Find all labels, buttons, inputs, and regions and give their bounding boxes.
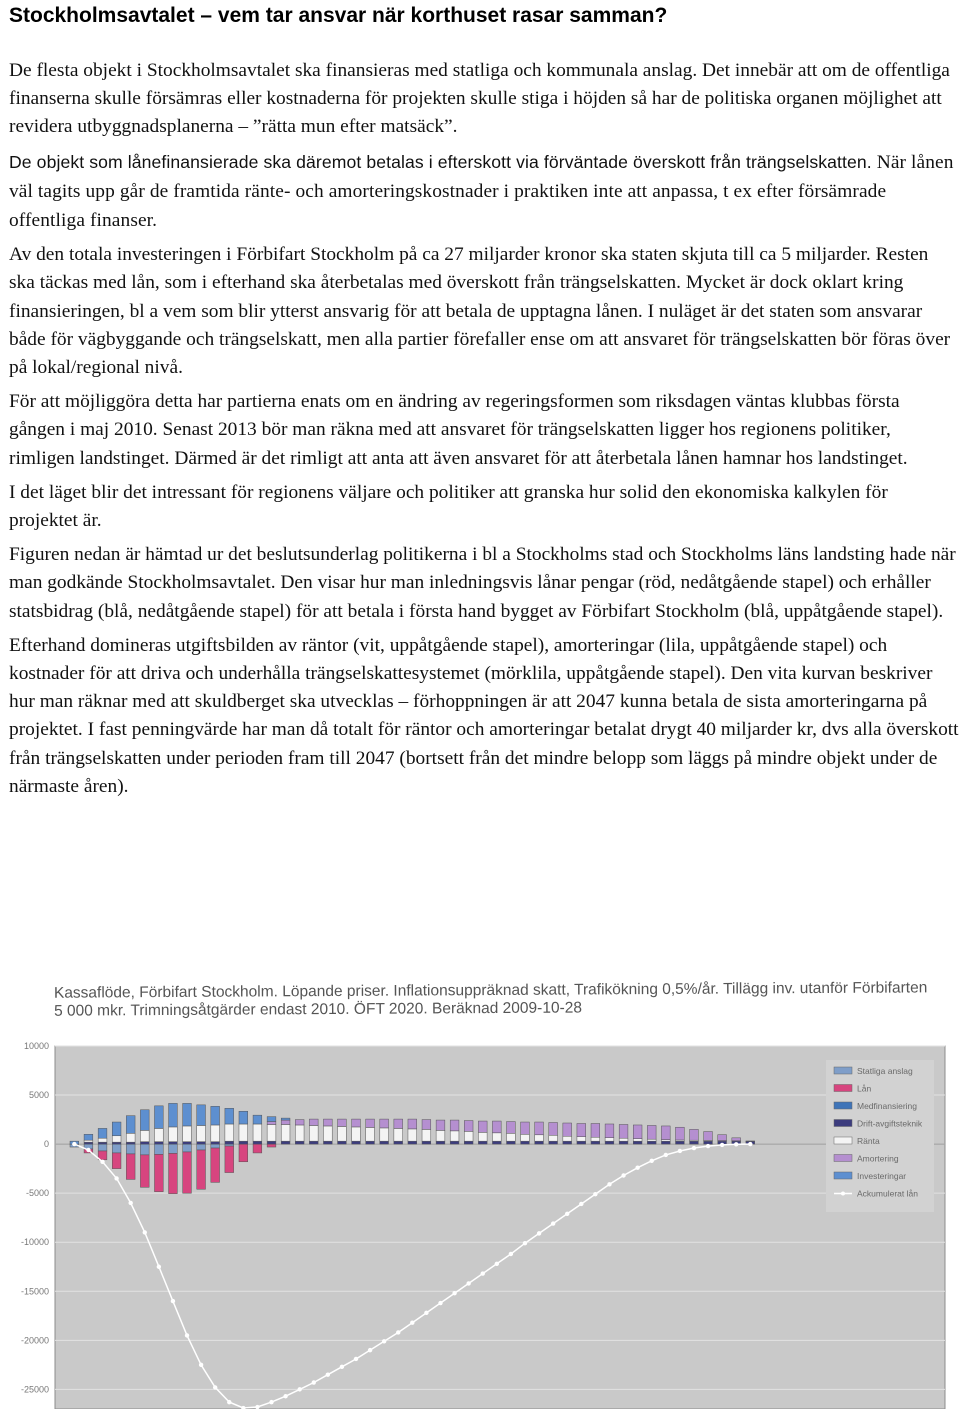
accumulated-loan-point <box>495 1262 499 1266</box>
accumulated-loan-point <box>396 1330 400 1334</box>
bar <box>521 1134 530 1141</box>
bar <box>197 1142 206 1144</box>
bar <box>704 1132 713 1141</box>
accumulated-loan-point <box>340 1365 344 1369</box>
bar <box>253 1115 262 1124</box>
accumulated-loan-point <box>171 1299 175 1303</box>
bar <box>577 1141 586 1144</box>
bar <box>169 1127 178 1142</box>
accumulated-loan-point <box>354 1357 358 1361</box>
legend-label: Ackumulerat lån <box>857 1188 918 1199</box>
bar <box>239 1144 248 1162</box>
bar <box>197 1144 206 1150</box>
bar <box>746 1141 755 1142</box>
cashflow-chart <box>0 968 960 1409</box>
accumulated-loan-point <box>720 1143 724 1147</box>
bar <box>422 1120 431 1130</box>
bar <box>183 1144 192 1152</box>
bar <box>366 1127 375 1141</box>
bar <box>633 1125 642 1139</box>
bar <box>676 1141 685 1144</box>
accumulated-loan-point <box>297 1387 301 1391</box>
bar <box>225 1146 234 1172</box>
bar <box>535 1135 544 1141</box>
bar <box>112 1142 121 1144</box>
accumulated-loan-point <box>734 1142 738 1146</box>
bar <box>492 1133 501 1141</box>
bar <box>183 1103 192 1126</box>
bar <box>492 1141 501 1144</box>
bar <box>718 1135 727 1141</box>
bar <box>323 1141 332 1144</box>
bar <box>323 1126 332 1141</box>
bar <box>281 1118 290 1120</box>
bar <box>492 1121 501 1133</box>
bar <box>549 1123 558 1136</box>
paragraph-7: Efterhand domineras utgiftsbilden av räntor (vit, uppåtgående stapel), amorteringar (lila, uppåtgående stapel) och kostnader för att driva och underhålla trängselskattesystemet (mörklila, uppåtgående stapel). Den vita kurvan beskriver hur man räknar med att skuldberget ska utvecklas – förhoppningen är att 2047 kunna betala de sista amorteringarna på projektet. I fast penningvärde har man då totalt för räntor och amorteringar betalat drygt 40 miljarder kr, dvs alla överskott från trängselskatten under perioden fram till 2047 (bortsett från det mindre belopp som läggs på mindre objekt under de närmaste åren). <box>9 634 959 797</box>
bar <box>690 1129 699 1140</box>
bar <box>732 1138 741 1141</box>
bar <box>436 1120 445 1130</box>
bar <box>295 1141 304 1144</box>
accumulated-loan-point <box>748 1142 752 1146</box>
legend-label: Lån <box>857 1083 872 1094</box>
bar <box>140 1130 149 1141</box>
bar <box>253 1144 262 1153</box>
y-tick-label: 5000 <box>28 1090 49 1101</box>
bar <box>183 1126 192 1142</box>
bar <box>253 1124 262 1141</box>
accumulated-loan-point <box>143 1230 147 1234</box>
y-tick-label: -10000 <box>20 1237 49 1248</box>
bar <box>154 1154 163 1191</box>
accumulated-loan-point <box>650 1159 654 1163</box>
bar <box>436 1141 445 1144</box>
accumulated-loan-point <box>86 1148 90 1152</box>
bar <box>211 1142 220 1144</box>
bar <box>84 1140 93 1142</box>
bar <box>535 1122 544 1135</box>
bar <box>169 1142 178 1144</box>
accumulated-loan-point <box>523 1241 527 1245</box>
accumulated-loan-point <box>621 1173 625 1177</box>
bar <box>619 1124 628 1138</box>
bar <box>267 1117 276 1122</box>
bar <box>154 1128 163 1141</box>
bar <box>140 1142 149 1144</box>
bar <box>563 1141 572 1144</box>
bar <box>112 1153 121 1169</box>
legend-swatch <box>834 1155 852 1162</box>
page-title: Stockholmsavtalet – vem tar ansvar när korthuset rasar samman? <box>9 4 668 27</box>
accumulated-loan-point <box>312 1380 316 1384</box>
bar <box>507 1133 516 1141</box>
bar <box>126 1133 135 1142</box>
bar <box>352 1119 361 1127</box>
paragraph-2-lead: De objekt som lånefinansierade ska däremot betalas i efterskott via förväntade överskott från trängselskatten. <box>9 151 872 172</box>
accumulated-loan-point <box>593 1192 597 1196</box>
accumulated-loan-point <box>452 1291 456 1295</box>
bar <box>605 1124 614 1138</box>
bar <box>112 1122 121 1136</box>
bar <box>563 1136 572 1141</box>
bar <box>619 1138 628 1141</box>
bar <box>98 1138 107 1142</box>
bar <box>338 1119 347 1126</box>
bar <box>352 1141 361 1144</box>
bar <box>408 1129 417 1141</box>
bar <box>394 1141 403 1144</box>
bar <box>605 1141 614 1144</box>
bar <box>591 1141 600 1144</box>
bar <box>140 1110 149 1131</box>
accumulated-loan-point <box>283 1394 287 1398</box>
bar <box>126 1154 135 1180</box>
bar <box>366 1119 375 1127</box>
accumulated-loan-point <box>509 1252 513 1256</box>
bar <box>450 1131 459 1141</box>
bar <box>535 1141 544 1144</box>
bar <box>169 1153 178 1193</box>
bar <box>211 1125 220 1142</box>
accumulated-loan-point <box>438 1301 442 1305</box>
bar <box>239 1124 248 1141</box>
legend-swatch <box>834 1102 852 1109</box>
accumulated-loan-point <box>326 1372 330 1376</box>
bar <box>84 1134 93 1140</box>
bar <box>126 1142 135 1144</box>
plot-area <box>55 1046 945 1409</box>
accumulated-loan-point <box>579 1202 583 1206</box>
bar <box>577 1137 586 1141</box>
accumulated-loan-point <box>410 1320 414 1324</box>
accumulated-loan-point <box>72 1142 76 1146</box>
legend-label: Ränta <box>857 1136 880 1146</box>
bar <box>422 1141 431 1144</box>
bar <box>154 1106 163 1129</box>
accumulated-loan-point <box>368 1348 372 1352</box>
bar <box>267 1144 276 1147</box>
accumulated-loan-point <box>678 1149 682 1153</box>
bar <box>661 1141 670 1144</box>
bar <box>253 1141 262 1144</box>
bar <box>549 1135 558 1141</box>
bar <box>295 1120 304 1125</box>
bar <box>323 1119 332 1126</box>
chart-title: Kassaflöde, Förbifart Stockholm. Löpande priser. Inflationsuppräknad skatt, Trafikökning 0,5%/år. Tillägg inv. utanför Förbifarten 5 000 mkr. Trimningsåtgärder endast 2010. ÖFT 2020. Beräknad 2009-10-28 <box>53 979 928 1020</box>
legend-swatch-dot <box>841 1192 845 1196</box>
accumulated-loan-point <box>565 1212 569 1216</box>
bar <box>591 1124 600 1138</box>
bar <box>408 1141 417 1144</box>
bar <box>140 1155 149 1187</box>
bar <box>197 1150 206 1189</box>
bar <box>126 1116 135 1134</box>
bar <box>281 1124 290 1141</box>
bar <box>281 1120 290 1124</box>
bar <box>197 1105 206 1126</box>
bar <box>267 1122 276 1125</box>
bar <box>380 1128 389 1141</box>
bar <box>239 1141 248 1144</box>
bar <box>239 1111 248 1124</box>
legend-swatch <box>834 1085 852 1092</box>
bar <box>112 1144 121 1153</box>
accumulated-loan-point <box>424 1311 428 1315</box>
bar <box>563 1123 572 1136</box>
bar <box>169 1144 178 1153</box>
accumulated-loan-point <box>128 1201 132 1205</box>
accumulated-loan-point <box>551 1221 555 1225</box>
bar <box>338 1126 347 1141</box>
y-tick-label: -20000 <box>20 1335 49 1346</box>
accumulated-loan-point <box>269 1400 273 1404</box>
bar <box>183 1152 192 1193</box>
bar <box>267 1124 276 1141</box>
bar <box>352 1127 361 1141</box>
bar <box>84 1142 93 1144</box>
bar <box>98 1144 107 1151</box>
bar <box>507 1122 516 1134</box>
accumulated-loan-point <box>706 1144 710 1148</box>
legend-label: Investeringar <box>857 1171 907 1181</box>
y-tick-label: 10000 <box>23 1041 49 1051</box>
bar <box>521 1141 530 1144</box>
accumulated-loan-point <box>481 1271 485 1275</box>
bar <box>154 1144 163 1154</box>
bar <box>478 1132 487 1141</box>
bar <box>647 1125 656 1139</box>
bar <box>225 1141 234 1144</box>
legend-label: Drift-avgiftsteknik <box>857 1118 923 1129</box>
bar <box>633 1139 642 1141</box>
bar <box>338 1141 347 1144</box>
bar <box>183 1142 192 1144</box>
accumulated-loan-point <box>213 1385 217 1389</box>
legend-swatch <box>834 1120 852 1127</box>
bar <box>380 1141 389 1144</box>
bar <box>647 1139 656 1141</box>
bar <box>197 1125 206 1141</box>
accumulated-loan-point <box>157 1265 161 1269</box>
accumulated-loan-point <box>635 1165 639 1169</box>
bar <box>478 1121 487 1132</box>
bar <box>281 1141 290 1144</box>
accumulated-loan-point <box>185 1333 189 1337</box>
bar <box>211 1148 220 1182</box>
bar <box>295 1125 304 1141</box>
bar <box>549 1141 558 1144</box>
legend-swatch <box>834 1067 852 1074</box>
bar <box>605 1138 614 1141</box>
accumulated-loan-point <box>382 1339 386 1343</box>
bar <box>267 1141 276 1144</box>
bar <box>366 1141 375 1144</box>
paragraph-1: De flesta objekt i Stockholmsavtalet ska finansieras med statliga och kommunala anslag. Det innebär att om de offentliga finanserna skulle försämras eller kostnaderna för projekten skulle stiga i höjden så har de politiska organen möjlighet att revidera utbyggnadsplanerna – ”rätta mun efter matsäck”. <box>9 60 950 138</box>
bar <box>478 1141 487 1144</box>
bar <box>309 1125 318 1141</box>
accumulated-loan-point <box>199 1363 203 1367</box>
bar <box>225 1108 234 1124</box>
accumulated-loan-point <box>664 1153 668 1157</box>
paragraph-4: För att möjliggöra detta har partierna enats om en ändring av regeringsformen som riksdagen väntas klubbas första gången i maj 2010. Senast 2013 bör man räkna med att ansvaret för trängselskatten ligger hos regionens politiker, rimligen landstinget. Därmed är det rimligt att anta att även ansvaret för att återbetala lånen hamnar hos landstinget. <box>9 391 908 469</box>
article-body <box>9 57 959 807</box>
bar <box>507 1141 516 1144</box>
bar <box>394 1128 403 1141</box>
bar <box>464 1141 473 1144</box>
bar <box>309 1119 318 1125</box>
bar <box>126 1144 135 1154</box>
paragraph-5: I det läget blir det intressant för regionens väljare och politiker att granska hur solid den ekonomiska kalkylen för projektet är. <box>9 481 888 532</box>
accumulated-loan-point <box>607 1182 611 1186</box>
bar <box>422 1129 431 1141</box>
legend-label: Amortering <box>857 1153 899 1164</box>
bar <box>464 1131 473 1141</box>
bar <box>98 1142 107 1144</box>
bar <box>225 1124 234 1141</box>
bar <box>464 1121 473 1132</box>
bar <box>676 1127 685 1140</box>
y-tick-label: -25000 <box>20 1384 49 1395</box>
accumulated-loan-point <box>114 1176 118 1180</box>
bar <box>450 1120 459 1131</box>
bar <box>577 1124 586 1137</box>
bar <box>309 1141 318 1144</box>
legend-label: Medfinansiering <box>857 1101 918 1111</box>
paragraph-6: Figuren nedan är hämtad ur det beslutsunderlag politikerna i bl a Stockholms stad och Stockholms läns landsting hade när man godkände Stockholmsavtalet. Den visar hur man inledningsvis lånar pengar (röd, nedåtgående stapel) och erhåller statsbidrag (blå, nedåtgående stapel) för att betala i första hand bygget av Förbifart Stockholm (blå, uppåtgående stapel). <box>9 544 956 622</box>
bar <box>633 1141 642 1144</box>
bar <box>225 1144 234 1146</box>
bar <box>450 1141 459 1144</box>
cashflow-figure <box>0 968 960 1409</box>
bar <box>211 1144 220 1148</box>
legend-swatch <box>834 1137 852 1144</box>
accumulated-loan-point <box>466 1281 470 1285</box>
y-tick-label: -15000 <box>20 1286 49 1297</box>
bar <box>521 1122 530 1134</box>
paragraph-2 <box>9 148 959 236</box>
bar <box>619 1141 628 1144</box>
bar <box>169 1103 178 1127</box>
bar <box>380 1119 389 1128</box>
bar <box>211 1106 220 1125</box>
bar <box>647 1141 656 1144</box>
accumulated-loan-point <box>227 1400 231 1404</box>
bar <box>704 1141 713 1144</box>
bar <box>140 1144 149 1155</box>
bar <box>394 1119 403 1128</box>
legend-label: Statliga anslag <box>857 1066 913 1076</box>
bar <box>408 1119 417 1129</box>
bar <box>98 1128 107 1138</box>
legend-swatch <box>834 1172 852 1179</box>
bar <box>591 1137 600 1141</box>
accumulated-loan-point <box>537 1231 541 1235</box>
bar <box>154 1142 163 1144</box>
bar <box>436 1130 445 1141</box>
accumulated-loan-point <box>100 1160 104 1164</box>
bar <box>112 1136 121 1142</box>
accumulated-loan-point <box>692 1146 696 1150</box>
paragraph-3: Av den totala investeringen i Förbifart Stockholm på ca 27 miljarder kronor ska staten skjuta till ca 5 miljarder. Resten ska täckas med lån, som i efterhand ska återbetalas med överskott från trängselskatten. Mycket är dock oklart kring finansieringen, bl a vem som blir ytterst ansvarig för att betala de upptagna lånen. I nuläget är det staten som ansvarar både för vägbyggande och trängselskatt, men alla partier förefaller ense om att ansvaret för trängselskatten bör föras över på lokal/regional nivå. <box>9 244 951 379</box>
bar <box>690 1141 699 1144</box>
y-tick-label: -5000 <box>25 1188 49 1199</box>
paragraph-2-rest: När lånen väl tagits upp går de framtida ränte- och amorteringskostnader i praktiken inte att anpassa, t ex efter försämrade offentliga finanser. <box>9 151 954 232</box>
bar <box>661 1126 670 1140</box>
y-tick-label: 0 <box>43 1139 49 1150</box>
